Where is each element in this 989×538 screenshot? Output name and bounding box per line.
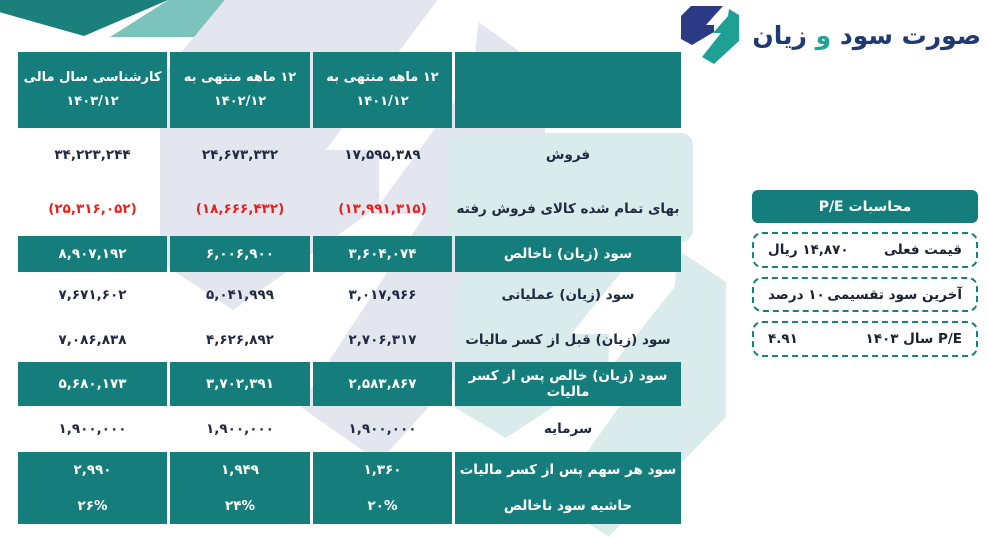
pe-current-price-box: [752, 232, 978, 268]
row-label: سود (زیان) قبل از کسر مالیات: [465, 331, 671, 348]
value-1401: ۲,۵۸۳,۸۶۷: [313, 362, 452, 406]
value-1403-forecast: ۸,۹۰۷,۱۹۲: [18, 236, 167, 272]
row-label: سود (زیان) ناخالص: [455, 236, 681, 272]
value-1401: ۳,۰۱۷,۹۶۶: [348, 286, 417, 303]
row-label: سود هر سهم پس از کسر مالیات: [455, 452, 681, 488]
pe-panel-title: محاسبات P/E: [752, 190, 978, 223]
table-header-row: [18, 52, 681, 128]
pe-item-value: ۱۴,۸۷۰ ریال: [768, 242, 849, 258]
row-label: فروش: [545, 147, 591, 163]
value-1401: ۳,۶۰۴,۰۷۴: [313, 236, 452, 272]
value-1402: ۲۴%: [170, 488, 310, 524]
table-row-eps: [18, 452, 681, 488]
page-title: صورت سود و زیان: [752, 20, 981, 50]
value-1402: ۱,۹۰۰,۰۰۰: [206, 421, 274, 437]
header-label-spacer: [455, 52, 681, 128]
value-1403-forecast: (۲۵,۳۱۶,۰۵۲): [48, 201, 137, 217]
value-1401: ۲,۷۰۶,۳۱۷: [348, 331, 417, 348]
value-1403-forecast: ۲,۹۹۰: [18, 452, 167, 488]
pe-calculations-panel: [752, 190, 978, 357]
income-statement-table: [18, 52, 681, 524]
pe-item-value: ۴.۹۱: [768, 331, 798, 347]
brand-header: [678, 4, 981, 66]
table-row-gross-margin: [18, 488, 681, 524]
table-row-operating-profit: [18, 272, 681, 317]
hexagon-s-logo-icon: [678, 5, 742, 65]
table-row-sales: [18, 128, 681, 182]
value-1401: (۱۳,۹۹۱,۳۱۵): [338, 201, 427, 217]
value-1403-forecast: ۲۶%: [18, 488, 167, 524]
header-col-1402: ۱۲ ماهه منتهی به ۱۴۰۲/۱۲: [170, 52, 310, 128]
value-1402: ۲۴,۶۷۳,۳۳۲: [201, 147, 279, 163]
value-1401: ۲۰%: [313, 488, 452, 524]
value-1402: ۳,۷۰۲,۳۹۱: [170, 362, 310, 406]
table-row-gross-profit: [18, 236, 681, 272]
value-1402: ۵,۰۴۱,۹۹۹: [206, 286, 274, 303]
value-1403-forecast: ۷,۰۸۶,۸۳۸: [58, 331, 127, 348]
table-row-net-profit: [18, 362, 681, 406]
header-col-1403: کارشناسی سال مالی ۱۴۰۳/۱۲: [18, 52, 167, 128]
table-row-pretax-profit: [18, 317, 681, 362]
pe-item-label: قیمت فعلی: [883, 242, 962, 258]
pe-item-label: آخرین سود تقسیمی: [827, 286, 962, 303]
table-row-cogs: [18, 182, 681, 236]
value-1401: ۱,۳۶۰: [313, 452, 452, 488]
pe-item-value: ۱۰ درصد: [768, 286, 825, 303]
value-1402: ۱,۹۴۹: [170, 452, 310, 488]
pe-item-label: P/E سال ۱۴۰۳: [865, 331, 962, 347]
value-1403-forecast: ۱,۹۰۰,۰۰۰: [58, 421, 127, 437]
row-label: سود (زیان) عملیاتی: [501, 286, 635, 303]
row-label: سرمایه: [543, 421, 593, 437]
row-label: بهای تمام شده کالای فروش رفته: [456, 201, 680, 217]
value-1402: ۶,۰۰۶,۹۰۰: [170, 236, 310, 272]
table-row-capital: [18, 406, 681, 452]
header-col-1401: ۱۲ ماهه منتهی به ۱۴۰۱/۱۲: [313, 52, 452, 128]
value-1401: ۱,۹۰۰,۰۰۰: [348, 421, 417, 437]
value-1402: (۱۸,۶۶۶,۴۳۲): [195, 201, 285, 217]
pe-ratio-box: [752, 321, 978, 357]
value-1403-forecast: ۳۴,۲۲۳,۲۴۴: [54, 147, 131, 163]
value-1402: ۴,۶۲۶,۸۹۲: [206, 331, 274, 348]
value-1401: ۱۷,۵۹۵,۳۸۹: [344, 147, 421, 163]
value-1403-forecast: ۵,۶۸۰,۱۷۳: [18, 362, 167, 406]
row-label: سود (زیان) خالص پس از کسر مالیات: [455, 362, 681, 406]
row-label: حاشیه سود ناخالص: [455, 488, 681, 524]
pe-last-dividend-box: [752, 277, 978, 312]
value-1403-forecast: ۷,۶۷۱,۶۰۲: [58, 286, 127, 303]
